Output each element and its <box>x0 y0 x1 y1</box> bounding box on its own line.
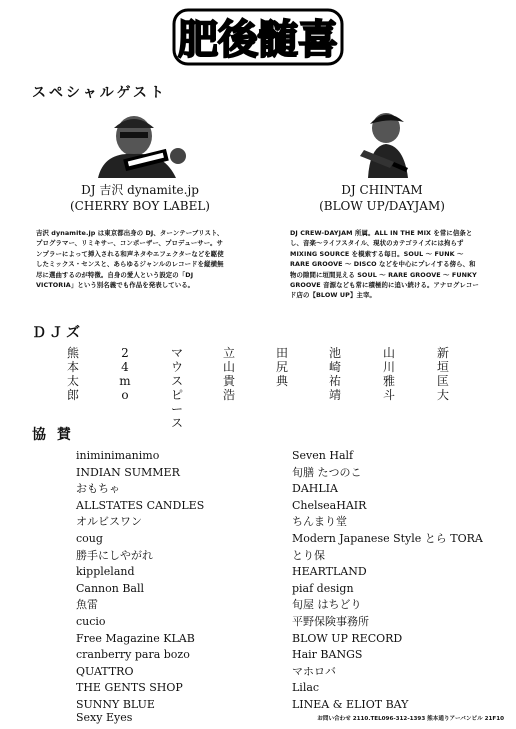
sponsor-item: HEARTLAND <box>292 565 367 579</box>
sponsor-item: 魚雷 <box>76 598 98 612</box>
guest-name-chintam: DJ CHINTAM <box>341 183 423 197</box>
event-logo <box>172 6 344 68</box>
guest-bio-chintam: DJ CREW-DAYJAM 所属。ALL IN THE MIX を常に信条とし、音楽～ライフスタイル、現状のカテゴライズには拘らず MIXING SOURCE を模索する毎日。SOUL ～ FUNK ～ RARE GROOVE ～ DISCO などを中心にプレイする傍ら、和物の隙間に垣間見える SOUL ～ RARE GROOVE ～ FUNKY GROOVE 音源なども常に積極的に追い続ける。アナログレコード店の【BLOW UP】主宰。 <box>290 229 479 300</box>
dj-name: 田尻 典 <box>275 346 288 388</box>
sponsor-item: オルビスワン <box>76 515 142 529</box>
sponsor-item: 旬膳 たつのこ <box>292 465 362 479</box>
sponsor-item: iniminimanimo <box>76 449 160 462</box>
sponsor-item: QUATTRO <box>76 664 134 678</box>
sponsor-item: 平野保険事務所 <box>292 614 369 628</box>
sponsor-item: INDIAN SUMMER <box>76 465 180 479</box>
special-guest-heading: スペシャルゲスト <box>32 85 167 101</box>
sponsor-item: Free Magazine KLAB <box>76 631 195 645</box>
sponsor-item: とり保 <box>292 548 325 562</box>
sponsor-item: マホロバ <box>292 664 336 678</box>
sponsor-item: DAHLIA <box>292 482 338 496</box>
sponsor-item: 勝手にしやがれ <box>76 548 153 562</box>
dj-name: 熊本 太郎 <box>66 346 79 402</box>
dj-name: マウスピース <box>170 346 183 430</box>
dj-name: 24mo <box>119 346 131 402</box>
sponsor-item: Cannon Ball <box>76 581 145 595</box>
sponsor-item: ChelseaHAIR <box>292 498 367 512</box>
guest-photo-yoshizawa <box>84 106 196 178</box>
guest-label-chintam: (BLOW UP/DAYJAM) <box>319 199 445 213</box>
sponsor-item: Seven Half <box>292 449 354 462</box>
guest-name-yoshizawa: DJ 吉沢 dynamite.jp <box>81 183 199 197</box>
dj-name: 新垣 匡大 <box>436 346 449 402</box>
guest-label-yoshizawa: (CHERRY BOY LABEL) <box>69 199 210 213</box>
sponsor-item: cucio <box>76 614 106 628</box>
djs-heading: ＤＪズ <box>32 325 83 341</box>
dj-name: 立山 貴浩 <box>222 346 235 402</box>
sponsor-item: coug <box>76 531 103 545</box>
guest-bio-yoshizawa: 吉沢 dynamite.jp は東京都出身の DJ、ターンテーブリスト、プログラマー、リミキサー、コンポーザー、プロデューサー。サンプラーによって挿入される和声ネタやエフェクターなどを駆使したミックス・センスと、あらゆるジャンルのレコードを縦横無尽に選曲するのが特徴。自身の愛人という設定の「DJ VICTORIA」という別名義でも作品を発表している。 <box>36 229 224 290</box>
sponsor-item: cranberry para bozo <box>76 648 190 662</box>
sponsor-item: Lilac <box>292 681 320 695</box>
guest-photo-chintam <box>324 106 436 178</box>
sponsor-item: piaf design <box>292 581 354 595</box>
sponsor-list-right <box>292 448 483 714</box>
sponsor-item: おもちゃ <box>76 482 120 496</box>
dj-name: 山川 雅斗 <box>382 346 395 402</box>
sponsor-item: Hair BANGS <box>292 648 363 662</box>
sponsor-item: ALLSTATES CANDLES <box>76 498 205 512</box>
sponsor-item: Sexy Eyes <box>76 710 133 724</box>
dj-name: 池崎 祐靖 <box>328 346 341 402</box>
sponsor-item: 旬屋 はちどり <box>292 598 362 612</box>
sponsor-item: ちんまり堂 <box>292 515 347 529</box>
sponsor-item: THE GENTS SHOP <box>76 681 183 695</box>
sponsor-item: LINEA & ELIOT BAY <box>292 697 409 711</box>
sponsor-item: BLOW UP RECORD <box>292 631 403 645</box>
sponsors-heading: 協 賛 <box>32 427 74 443</box>
sponsor-item: kippleland <box>76 565 135 579</box>
contact-footer: お問い合わせ 2110.TEL096-312-1393 熊本通りアーバンビル 21F10 <box>317 716 504 722</box>
sponsor-item: Modern Japanese Style とら TORA <box>292 531 483 545</box>
sponsor-list-left <box>76 448 204 726</box>
sponsor-item: SUNNY BLUE <box>76 697 155 711</box>
logo-text: 肥後髄喜 <box>178 17 338 63</box>
